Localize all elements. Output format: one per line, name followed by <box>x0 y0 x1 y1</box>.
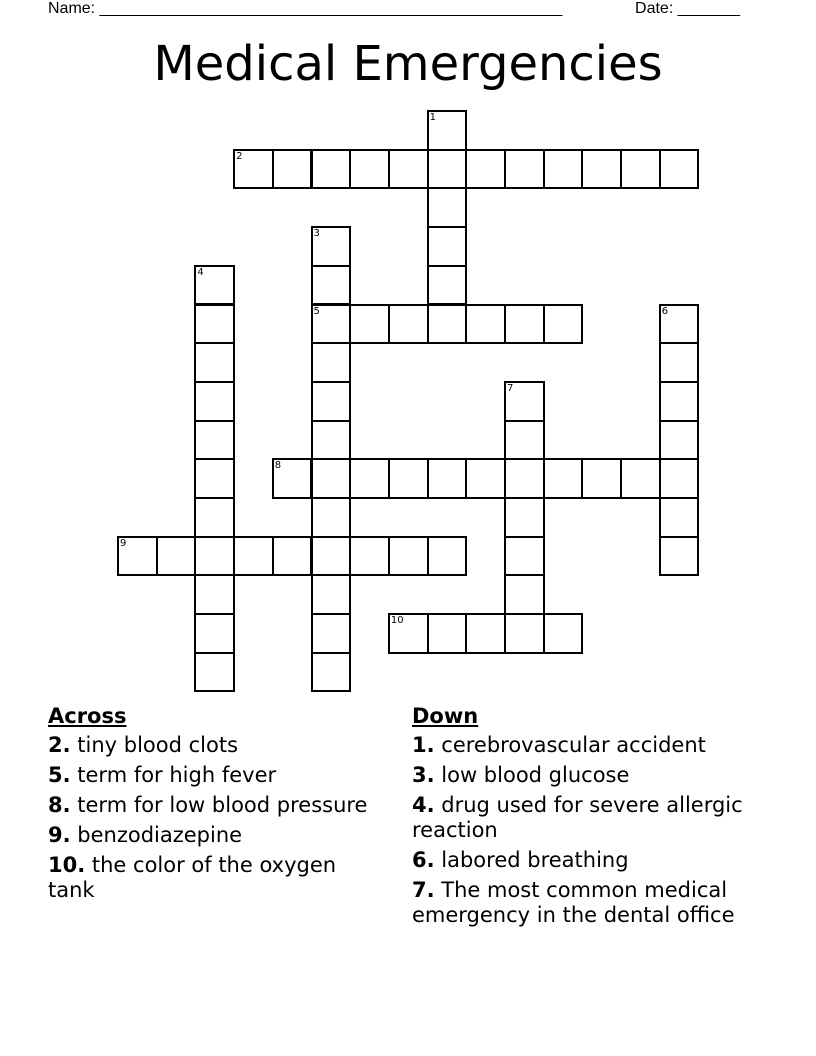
clue-text: benzodiazepine <box>70 823 243 847</box>
clue-number-label: 1. <box>412 733 435 757</box>
down-clue-list <box>412 733 752 928</box>
clue-number-label: 4. <box>412 793 435 817</box>
clue-number: 8 <box>274 460 282 472</box>
grid-cell[interactable] <box>543 613 584 654</box>
grid-cell[interactable] <box>659 381 700 422</box>
name-field[interactable]: Name: ____________________________________________________ <box>48 0 563 17</box>
grid-cell[interactable] <box>388 613 429 654</box>
across-clue <box>48 823 378 848</box>
down-clue <box>412 763 752 788</box>
clue-number: 9 <box>120 537 127 549</box>
grid-cell[interactable] <box>504 420 545 461</box>
down-clue <box>412 848 752 873</box>
clue-number: 1 <box>429 112 436 123</box>
grid-cell[interactable] <box>194 342 235 383</box>
grid-cell[interactable] <box>659 342 700 383</box>
grid-cell[interactable] <box>659 497 700 538</box>
grid-cell[interactable] <box>427 226 468 267</box>
across-clue <box>48 733 378 758</box>
grid-cell[interactable] <box>388 458 429 499</box>
grid-cell[interactable] <box>504 381 545 422</box>
across-clue <box>48 853 378 903</box>
clue-text: tiny blood clots <box>70 733 239 757</box>
grid-cell[interactable] <box>194 304 235 345</box>
grid-cell[interactable] <box>311 265 352 306</box>
down-heading: Down <box>412 704 479 728</box>
grid-cell[interactable] <box>504 574 545 615</box>
clue-number: 2 <box>236 150 243 162</box>
clue-text: labored breathing <box>434 848 629 872</box>
grid-cell[interactable] <box>311 420 352 461</box>
grid-cell[interactable] <box>194 652 235 693</box>
across-heading: Across <box>48 704 127 728</box>
grid-cell[interactable] <box>311 226 352 267</box>
grid-cell[interactable] <box>427 458 468 499</box>
grid-cell[interactable] <box>311 497 352 538</box>
grid-cell[interactable] <box>349 458 390 499</box>
down-clue <box>412 793 752 843</box>
grid-cell[interactable] <box>194 458 235 499</box>
grid-cell[interactable] <box>504 536 545 577</box>
grid-cell[interactable] <box>272 536 313 577</box>
grid-cell[interactable] <box>465 613 506 654</box>
clue-number: 4 <box>197 266 204 278</box>
grid-cell[interactable] <box>349 149 390 190</box>
grid-cell[interactable] <box>659 304 700 345</box>
grid-cell[interactable] <box>504 458 545 499</box>
grid-cell[interactable] <box>194 536 235 577</box>
clue-number-label: 10. <box>48 853 86 877</box>
grid-cell[interactable] <box>311 536 352 577</box>
grid-cell[interactable] <box>427 265 468 306</box>
date-field[interactable]: Date: _______ <box>635 0 740 17</box>
grid-cell[interactable] <box>427 304 468 345</box>
grid-cell[interactable] <box>543 304 584 345</box>
clue-number: 3 <box>313 228 320 240</box>
clue-number-label: 2. <box>48 733 71 757</box>
grid-cell[interactable] <box>659 536 700 577</box>
grid-cell[interactable] <box>194 574 235 615</box>
clue-text: The most common medical emergency in the dental office <box>412 878 735 927</box>
grid-cell[interactable] <box>465 304 506 345</box>
grid-cell[interactable] <box>427 110 468 151</box>
grid-cell[interactable] <box>311 613 352 654</box>
grid-cell[interactable] <box>504 613 545 654</box>
clue-text: drug used for severe allergic reaction <box>412 793 743 842</box>
across-clue <box>48 763 378 788</box>
grid-cell[interactable] <box>659 149 700 190</box>
grid-cell[interactable] <box>233 149 274 190</box>
clue-number-label: 5. <box>48 763 71 787</box>
across-clues <box>48 703 378 908</box>
down-clues <box>412 703 752 933</box>
clue-number-label: 9. <box>48 823 71 847</box>
grid-cell[interactable] <box>427 149 468 190</box>
grid-cell[interactable] <box>311 652 352 693</box>
grid-cell[interactable] <box>272 458 313 499</box>
grid-cell[interactable] <box>504 304 545 345</box>
clue-number: 10 <box>390 615 404 627</box>
clue-number-label: 6. <box>412 848 435 872</box>
grid-cell[interactable] <box>388 149 429 190</box>
grid-cell[interactable] <box>543 458 584 499</box>
grid-cell[interactable] <box>311 458 352 499</box>
grid-cell[interactable] <box>117 536 158 577</box>
clue-text: term for high fever <box>70 763 277 787</box>
grid-cell[interactable] <box>427 613 468 654</box>
across-clue <box>48 793 378 818</box>
grid-cell[interactable] <box>388 304 429 345</box>
grid-cell[interactable] <box>233 536 274 577</box>
grid-cell[interactable] <box>194 265 235 306</box>
clue-number-label: 8. <box>48 793 71 817</box>
down-clue <box>412 733 752 758</box>
clue-number: 7 <box>507 382 514 394</box>
grid-cell[interactable] <box>349 304 390 345</box>
grid-cell[interactable] <box>349 536 390 577</box>
grid-cell[interactable] <box>311 381 352 422</box>
grid-cell[interactable] <box>427 536 468 577</box>
grid-cell[interactable] <box>465 458 506 499</box>
grid-cell[interactable] <box>194 381 235 422</box>
clue-text: term for low blood pressure <box>70 793 368 817</box>
page-title: Medical Emergencies <box>153 36 663 92</box>
grid-cell[interactable] <box>311 149 352 190</box>
grid-cell[interactable] <box>156 536 197 577</box>
grid-cell[interactable] <box>194 497 235 538</box>
clue-number-label: 3. <box>412 763 435 787</box>
across-clue-list <box>48 733 378 903</box>
clue-number: 5 <box>313 305 320 317</box>
grid-cell[interactable] <box>659 458 700 499</box>
grid-cell[interactable] <box>427 187 468 228</box>
grid-cell[interactable] <box>311 342 352 383</box>
down-clue <box>412 878 752 928</box>
grid-cell[interactable] <box>543 149 584 190</box>
grid-cell[interactable] <box>194 420 235 461</box>
grid-cell[interactable] <box>465 149 506 190</box>
clue-number: 6 <box>661 305 669 317</box>
grid-cell[interactable] <box>581 458 622 499</box>
grid-cell[interactable] <box>388 536 429 577</box>
grid-cell[interactable] <box>620 149 661 190</box>
grid-cell[interactable] <box>311 574 352 615</box>
grid-cell[interactable] <box>504 497 545 538</box>
grid-cell[interactable] <box>194 613 235 654</box>
clue-text: cerebrovascular accident <box>434 733 706 757</box>
grid-cell[interactable] <box>620 458 661 499</box>
clue-text: the color of the oxygen tank <box>48 853 337 902</box>
clue-number-label: 7. <box>412 878 435 902</box>
grid-cell[interactable] <box>311 304 352 345</box>
grid-cell[interactable] <box>504 149 545 190</box>
grid-cell[interactable] <box>272 149 313 190</box>
grid-cell[interactable] <box>581 149 622 190</box>
clue-text: low blood glucose <box>434 763 630 787</box>
grid-cell[interactable] <box>659 420 700 461</box>
